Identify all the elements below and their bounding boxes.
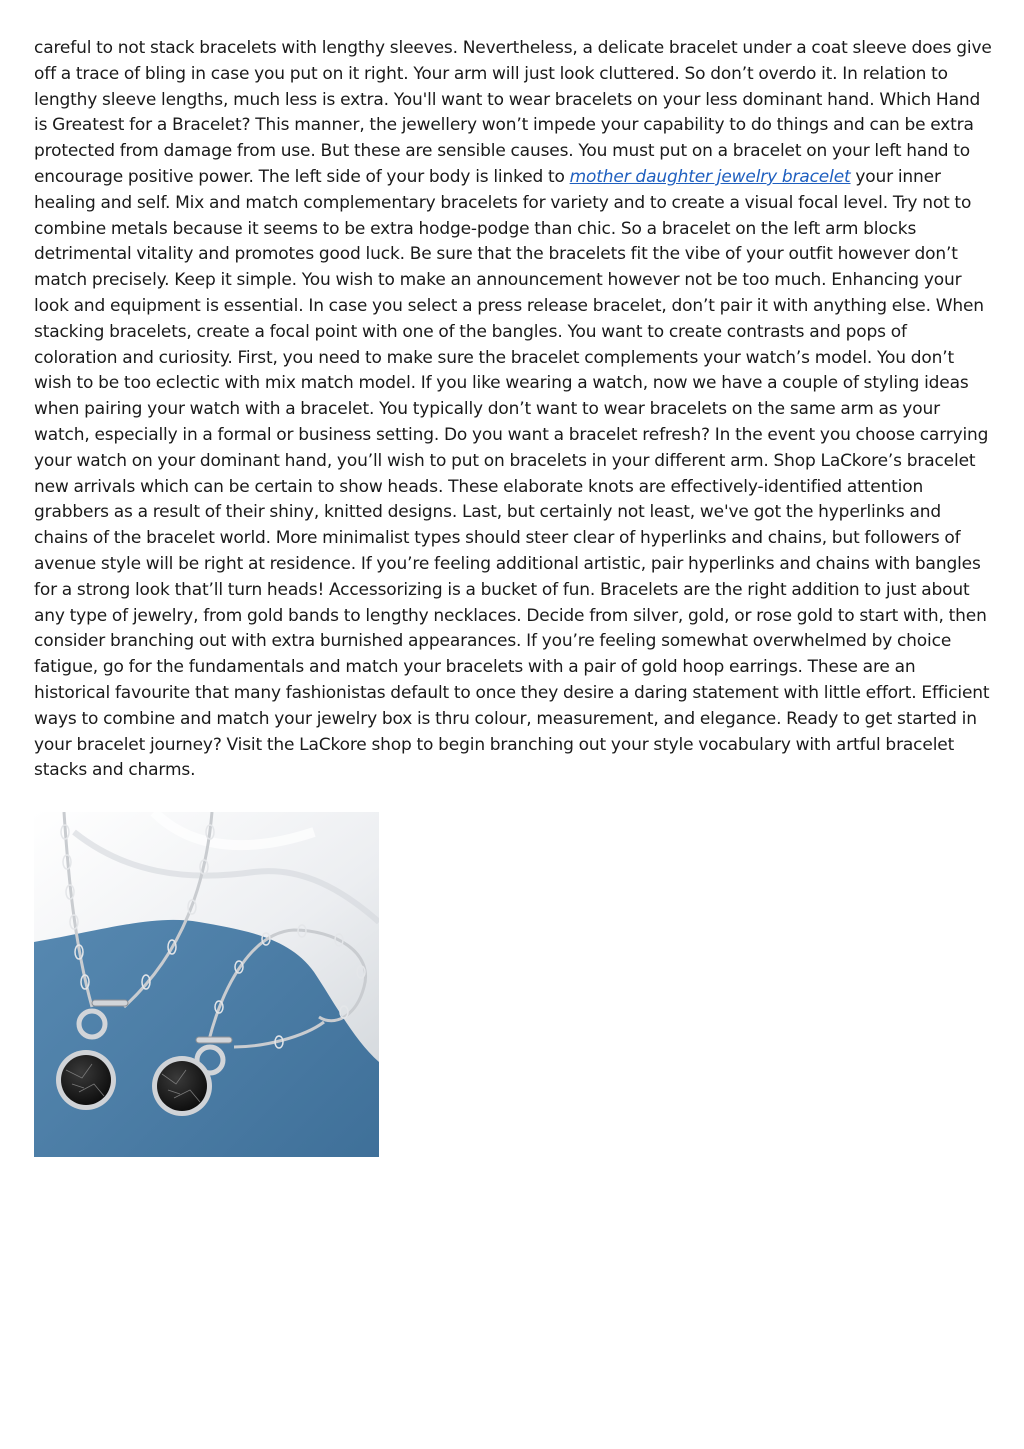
article-body [34, 36, 992, 784]
necklace-toggle-bar [92, 1000, 128, 1006]
jewelry-photo-icon [34, 812, 379, 1157]
article-text-before-link: careful to not stack bracelets with lengthy sleeves. Nevertheless, a delicate bracelet under a coat sleeve does give off a trace of bling in case you put on it right. Your arm will just look cluttered. So don’t overdo it. In relation to lengthy sleeve lengths, much less is extra. You'll want to wear bracelets on your less dominant hand. Which Hand is Greatest for a Bracelet? This manner, the jewellery won’t impede your capability to do things and can be extra protected from damage from use. But these are sensible causes. You must put on a bracelet on your left hand to encourage positive power. The left side of your body is linked to [34, 38, 992, 187]
jewelry-photo [34, 812, 379, 1157]
jewelry-bracelet-link[interactable]: mother daughter jewelry bracelet [569, 166, 851, 187]
article-text-after-link: your inner healing and self. Mix and match complementary bracelets for variety and to create a visual focal level. Try not to combine metals because it seems to be extra hodge-podge than chic. So a bracelet on the left arm blocks detrimental vitality and promotes good luck. Be sure that the bracelets fit the vibe of your outfit however don’t match precisely. Keep it simple. You wish to make an announcement however not be too much. Enhancing your look and equipment is essential. In case you select a press release bracelet, don’t pair it with anything else. When stacking bracelets, create a focal point with one of the bangles. You want to create contrasts and pops of coloration and curiosity. First, you need to make sure the bracelet complements your watch’s model. You don’t wish to be too eclectic with mix match model. If you like wearing a watch, now we have a couple of styling ideas when pairing your watch with a bracelet. You typically don’t want to wear bracelets on the same arm as your watch, especially in a formal or business setting. Do you want a bracelet refresh? In the event you choose carrying your watch on your dominant hand, you’ll wish to put on bracelets in your different arm. Shop LaCkore’s bracelet new arrivals which can be certain to show heads. These elaborate knots are effectively-identified attention grabbers as a result of their shiny, knitted designs. Last, but certainly not least, we've got the hyperlinks and chains of the bracelet world. More minimalist types should steer clear of hyperlinks and chains, but followers of avenue style will be right at residence. If you’re feeling additional artistic, pair hyperlinks and chains with bangles for a strong look that’ll turn heads! Accessorizing is a bucket of fun. Bracelets are the right addition to just about any type of jewelry, from gold bands to lengthy necklaces. Decide from silver, gold, or rose gold to start with, then consider branching out with extra burnished appearances. If you’re feeling somewhat overwhelmed by choice fatigue, go for the fundamentals and match your bracelets with a pair of gold hoop earrings. These are an historical favourite that many fashionistas default to once they desire a daring statement with little effort. Efficient ways to combine and match your jewelry box is thru colour, measurement, and elegance. Ready to get started in your bracelet journey? Visit the LaCkore shop to begin branching out your style vocabulary with artful bracelet stacks and charms. [34, 166, 990, 781]
bracelet-pendant-stone [157, 1061, 207, 1111]
necklace-pendant-stone [61, 1055, 111, 1105]
bracelet-toggle-bar [196, 1037, 232, 1043]
article-paragraph [34, 36, 992, 784]
